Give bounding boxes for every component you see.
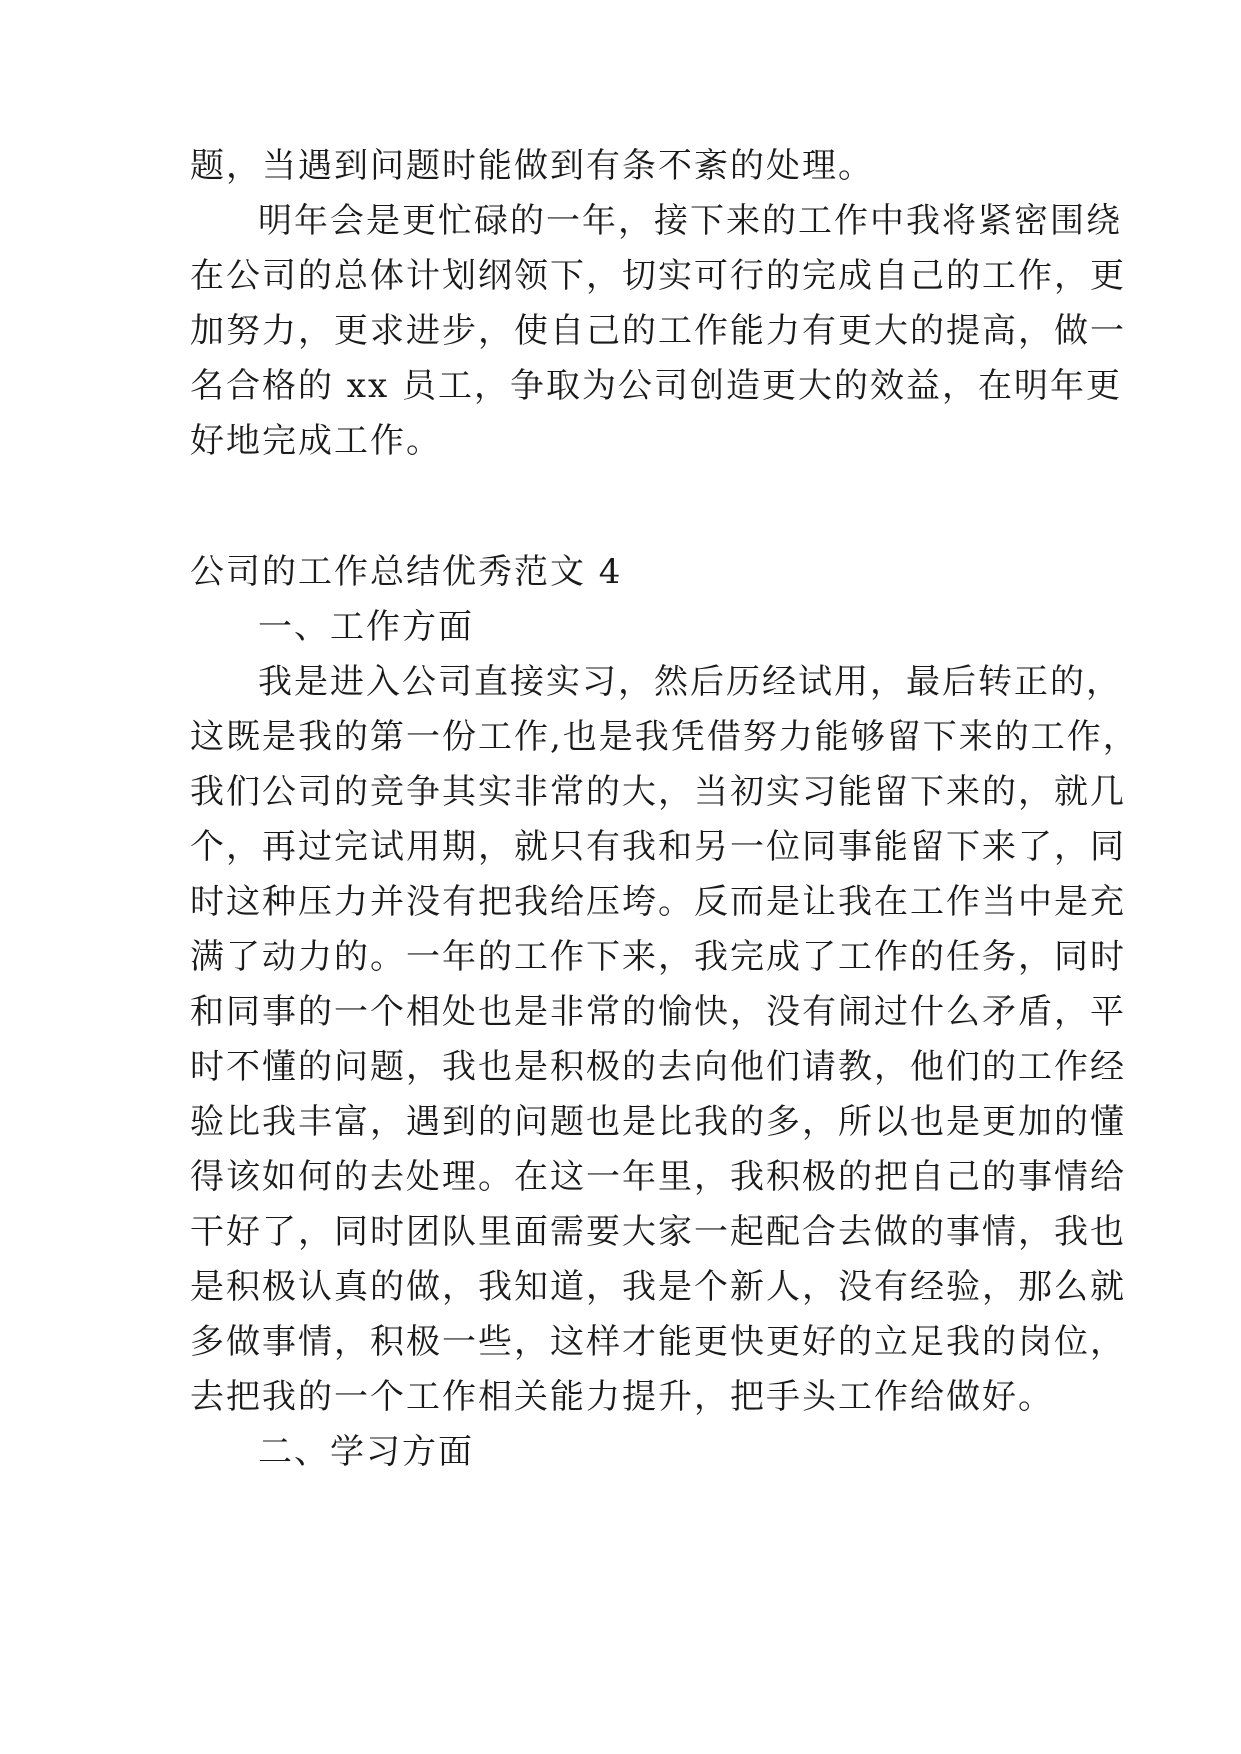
body-text-line: 去把我的一个工作相关能力提升，把手头工作给做好。 xyxy=(190,1377,1054,1417)
body-text-line: 和同事的一个相处也是非常的愉快，没有闹过什么矛盾，平 xyxy=(190,992,1126,1032)
body-text-line: 得该如何的去处理。在这一年里，我积极的把自己的事情给 xyxy=(190,1157,1126,1197)
body-text-line: 名合格的 xx 员工，争取为公司创造更大的效益，在明年更 xyxy=(190,366,1122,406)
subheading-study: 二、学习方面 xyxy=(258,1432,474,1472)
body-text-line: 个，再过完试用期，就只有我和另一位同事能留下来了，同 xyxy=(190,827,1126,867)
body-text-line: 验比我丰富，遇到的问题也是比我的多，所以也是更加的懂 xyxy=(190,1102,1126,1142)
body-text-line: 这既是我的第一份工作,也是我凭借努力能够留下来的工作， xyxy=(190,717,1139,757)
body-text-line: 干好了，同时团队里面需要大家一起配合去做的事情，我也 xyxy=(190,1212,1126,1252)
body-text-line: 时这种压力并没有把我给压垮。反而是让我在工作当中是充 xyxy=(190,882,1126,922)
body-text-line: 多做事情，积极一些，这样才能更快更好的立足我的岗位， xyxy=(190,1322,1126,1362)
body-text-line: 是积极认真的做，我知道，我是个新人，没有经验，那么就 xyxy=(190,1267,1126,1307)
section-title: 公司的工作总结优秀范文 4 xyxy=(190,552,623,592)
body-text-line: 满了动力的。一年的工作下来，我完成了工作的任务，同时 xyxy=(190,937,1126,977)
body-text-line: 时不懂的问题，我也是积极的去向他们请教，他们的工作经 xyxy=(190,1047,1126,1087)
paragraph-first-line: 我是进入公司直接实习，然后历经试用，最后转正的， xyxy=(258,662,1122,702)
paragraph-first-line: 明年会是更忙碌的一年，接下来的工作中我将紧密围绕 xyxy=(258,201,1122,241)
body-text-line: 题，当遇到问题时能做到有条不紊的处理。 xyxy=(190,146,874,186)
body-text-line: 在公司的总体计划纲领下，切实可行的完成自己的工作，更 xyxy=(190,256,1126,296)
body-text-line: 我们公司的竞争其实非常的大，当初实习能留下来的，就几 xyxy=(190,772,1126,812)
body-text-line: 好地完成工作。 xyxy=(190,421,442,461)
body-text-line: 加努力，更求进步，使自己的工作能力有更大的提高，做一 xyxy=(190,311,1126,351)
subheading-work: 一、工作方面 xyxy=(258,607,474,647)
